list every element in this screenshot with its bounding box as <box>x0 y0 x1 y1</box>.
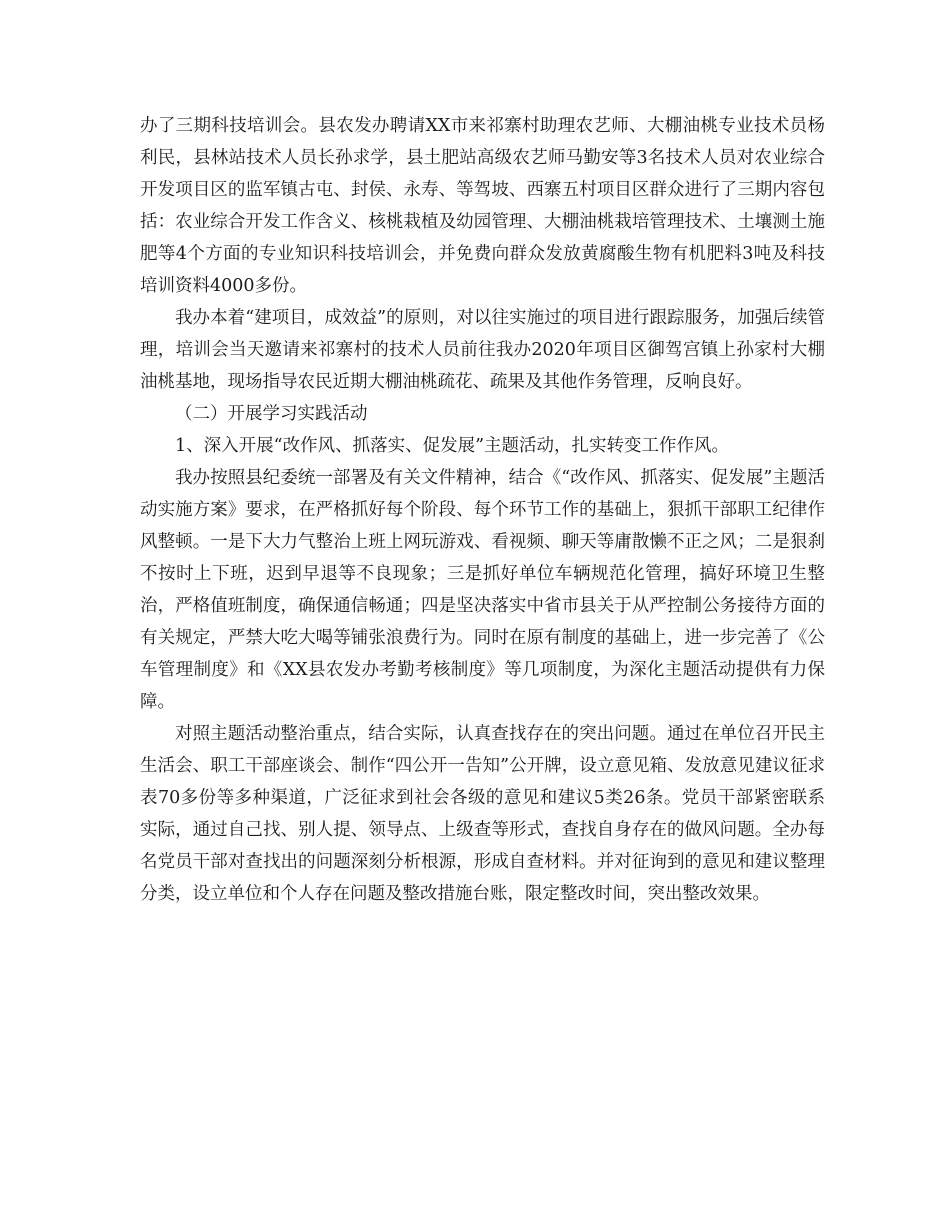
subheading-style-campaign: 1、深入开展“改作风、抓落实、促发展”主题活动，扎实转变工作作风。 <box>175 436 730 456</box>
section-heading-study-practice: （二）开展学习实践活动 <box>175 404 368 424</box>
paragraph-follow-up-service: 我办本着“建项目，成效益”的原则，对以往实施过的项目进行跟踪服务，加强后续管理，培训会当天邀请来祁寨村的技术人员前往我办2020年项目区御驾宫镇上孙家村大棚油桃基地，现场指导农民近期大棚油桃疏花、疏果及其他作务管理，反响良好。 <box>140 308 825 392</box>
paragraph-problem-investigation: 对照主题活动整治重点，结合实际，认真查找存在的突出问题。通过在单位召开民主生活会、职工干部座谈会、制作“四公开一告知”公开牌，设立意见箱、发放意见建议征求表70多份等多种渠道，广泛征求到社会各级的意见和建议5类26条。党员干部紧密联系实际，通过自己找、别人提、领导点、上级查等形式，查找自身存在的做风问题。全办每名党员干部对查找出的问题深刻分析根源，形成自查材料。并对征询到的意见和建议整理分类，设立单位和个人存在问题及整改措施台账，限定整改时间，突出整改效果。 <box>140 724 825 904</box>
paragraph-discipline-rectification: 我办按照县纪委统一部署及有关文件精神，结合《“改作风、抓落实、促发展”主题活动实施方案》要求，在严格抓好每个阶段、每个环节工作的基础上，狠抓干部职工纪律作风整顿。一是下大力气整治上班上网玩游戏、看视频、聊天等庸散懒不正之风；二是狠刹不按时上下班，迟到早退等不良现象；三是抓好单位车辆规范化管理，搞好环境卫生整治，严格值班制度，确保通信畅通；四是坚决落实中省市县关于从严控制公务接待方面的有关规定，严禁大吃大喝等铺张浪费行为。同时在原有制度的基础上，进一步完善了《公车管理制度》和《XX县农发办考勤考核制度》等几项制度，为深化主题活动提供有力保障。 <box>140 468 825 712</box>
paragraph-training-continued: 办了三期科技培训会。县农发办聘请XX市来祁寨村助理农艺师、大棚油桃专业技术员杨利民，县林站技术人员长孙求学，县土肥站高级农艺师马勤安等3名技术人员对农业综合开发项目区的监军镇古屯、封侯、永寿、等驾坡、西寨五村项目区群众进行了三期内容包括：农业综合开发工作含义、核桃栽植及幼园管理、大棚油桃栽培管理技术、土壤测土施肥等4个方面的专业知识科技培训会，并免费向群众发放黄腐酸生物有机肥料3吨及科技培训资料4000多份。 <box>140 116 825 296</box>
document-body <box>140 110 825 910</box>
